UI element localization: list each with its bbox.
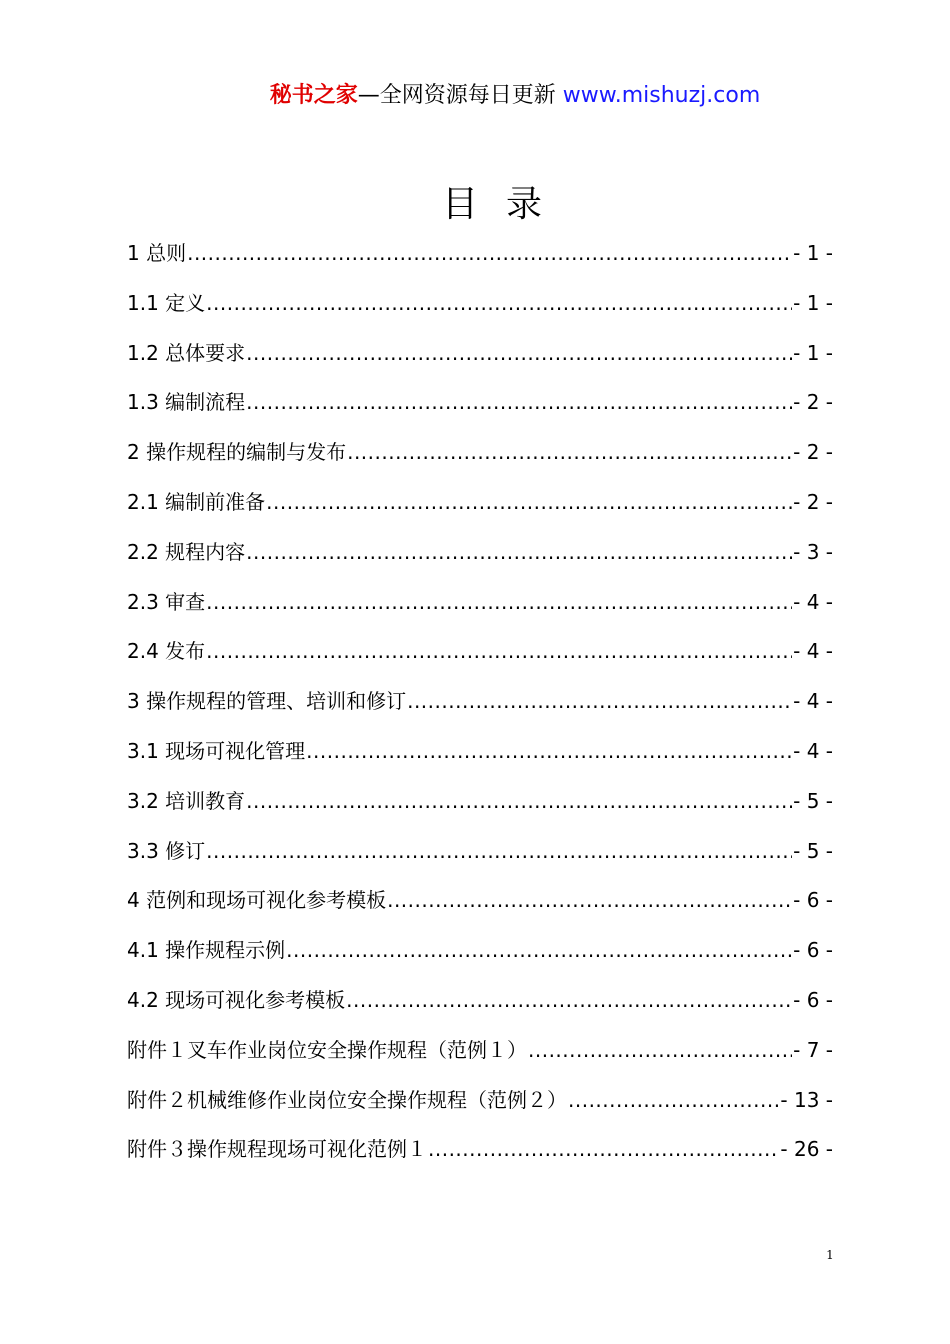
toc-entry-page: - 3 - — [793, 539, 833, 564]
toc-entry-label: 1.1 定义 — [127, 290, 206, 315]
brand-name: 秘书之家 — [269, 83, 358, 108]
toc-entry-page: - 1 - — [793, 290, 833, 315]
toc-entry-page: - 2 - — [793, 440, 833, 465]
toc-entry-label: 附件３操作规程现场可视化范例１ — [127, 1137, 427, 1162]
toc-entry-label: 4.2 现场可视化参考模板 — [127, 987, 346, 1012]
toc-entry-label: 3 操作规程的管理、培训和修订 — [127, 689, 407, 714]
toc-entry-page: - 2 - — [793, 489, 833, 514]
toc-dot-leader — [187, 229, 792, 279]
toc-entry-page: - 4 - — [793, 738, 833, 763]
toc-entry[interactable] — [127, 827, 833, 877]
toc-dot-leader — [206, 827, 792, 877]
toc-entry[interactable] — [127, 478, 833, 528]
toc-dot-leader — [206, 627, 792, 677]
toc-entry[interactable] — [127, 627, 833, 677]
table-of-contents — [127, 229, 833, 1175]
toc-entry[interactable] — [127, 428, 833, 478]
toc-entry-page: - 4 - — [793, 639, 833, 664]
toc-entry-label: 2.2 规程内容 — [127, 539, 246, 564]
toc-entry[interactable] — [127, 876, 833, 926]
toc-entry-label: 1.2 总体要求 — [127, 340, 246, 365]
toc-dot-leader — [206, 578, 792, 628]
toc-entry[interactable] — [127, 1026, 833, 1076]
toc-entry-label: 3.2 培训教育 — [127, 788, 246, 813]
toc-dot-leader — [246, 777, 792, 827]
header-slogan: —全网资源每日更新 — [357, 83, 563, 108]
toc-entry-label: 2.4 发布 — [127, 639, 206, 664]
site-header — [0, 80, 950, 112]
toc-entry-page: - 26 - — [780, 1137, 833, 1162]
site-url-link[interactable]: www.mishuzj.com — [562, 83, 761, 108]
toc-entry-label: 1 总则 — [127, 241, 187, 265]
toc-entry[interactable] — [127, 677, 833, 727]
toc-entry[interactable] — [127, 329, 833, 379]
page-number: 1 — [826, 1248, 834, 1262]
toc-dot-leader — [387, 876, 792, 926]
toc-entry[interactable] — [127, 378, 833, 428]
toc-entry-page: - 6 - — [793, 888, 833, 913]
toc-dot-leader — [407, 677, 792, 727]
toc-entry-page: - 6 - — [793, 987, 833, 1012]
toc-entry[interactable] — [127, 1125, 833, 1175]
toc-entry[interactable] — [127, 528, 833, 578]
toc-entry-page: - 1 - — [793, 340, 833, 365]
toc-entry-label: 1.3 编制流程 — [127, 390, 246, 415]
toc-dot-leader — [246, 378, 792, 428]
toc-entry-label: 3.1 现场可视化管理 — [127, 738, 306, 763]
toc-entry-page: - 1 - — [793, 241, 833, 265]
toc-entry-label: 2.3 审查 — [127, 589, 206, 614]
toc-entry[interactable] — [127, 777, 833, 827]
toc-entry-page: - 4 - — [793, 689, 833, 714]
toc-entry-label: 4 范例和现场可视化参考模板 — [127, 888, 387, 913]
toc-dot-leader — [347, 428, 792, 478]
toc-dot-leader — [266, 478, 792, 528]
toc-entry-page: - 13 - — [780, 1087, 833, 1112]
toc-title: 目录 — [441, 184, 570, 225]
toc-entry-label: 附件２机械维修作业岗位安全操作规程（范例２） — [127, 1087, 567, 1112]
toc-dot-leader — [528, 1026, 792, 1076]
toc-entry-label: 3.3 修订 — [127, 838, 206, 863]
toc-dot-leader — [346, 976, 792, 1026]
toc-entry-page: - 4 - — [793, 589, 833, 614]
toc-entry[interactable] — [127, 578, 833, 628]
toc-entry-page: - 2 - — [793, 390, 833, 415]
toc-entry-label: 2 操作规程的编制与发布 — [127, 440, 347, 465]
toc-dot-leader — [246, 329, 792, 379]
toc-entry-label: 2.1 编制前准备 — [127, 489, 266, 514]
toc-entry-page: - 5 - — [793, 788, 833, 813]
toc-entry[interactable] — [127, 1076, 833, 1126]
toc-dot-leader — [306, 727, 792, 777]
toc-entry-label: 4.1 操作规程示例 — [127, 938, 286, 963]
toc-entry[interactable] — [127, 229, 833, 279]
toc-entry-page: - 6 - — [793, 938, 833, 963]
toc-dot-leader — [206, 279, 792, 329]
toc-dot-leader — [286, 926, 792, 976]
toc-dot-leader — [568, 1076, 779, 1126]
toc-entry-page: - 5 - — [793, 838, 833, 863]
toc-dot-leader — [428, 1125, 779, 1175]
toc-entry[interactable] — [127, 926, 833, 976]
toc-entry[interactable] — [127, 976, 833, 1026]
toc-entry-page: - 7 - — [793, 1037, 833, 1062]
toc-entry[interactable] — [127, 279, 833, 329]
toc-entry-label: 附件１叉车作业岗位安全操作规程（范例１） — [127, 1037, 527, 1062]
toc-entry[interactable] — [127, 727, 833, 777]
toc-dot-leader — [246, 528, 792, 578]
